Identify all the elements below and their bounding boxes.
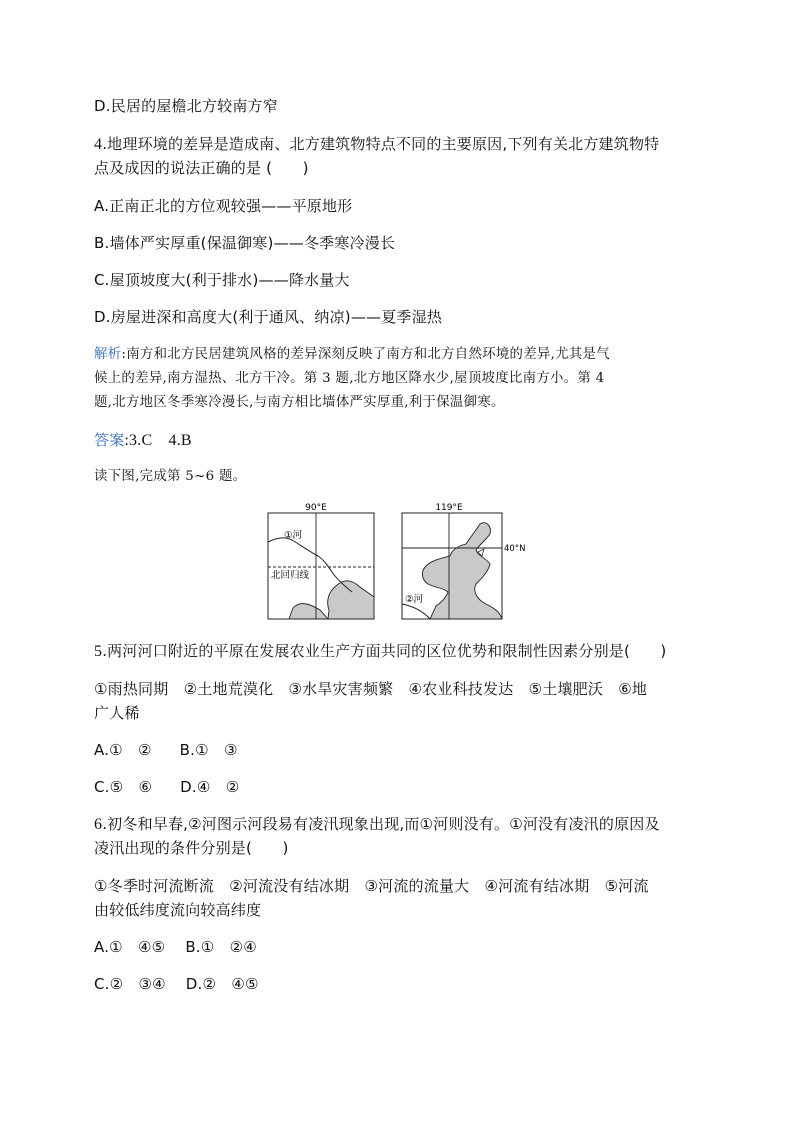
answer-text: :3.C 4.B <box>124 432 192 449</box>
solution-text1: 南方和北方民居建筑风格的差异深刻反映了南方和北方自然环境的差异,尤其是气 <box>126 347 610 362</box>
map-1 <box>268 503 374 619</box>
answer-line <box>94 430 192 451</box>
q6-option-c: C.② ③④ <box>94 975 166 993</box>
map1-river-label: ①河 <box>284 530 303 541</box>
q5-stem-text: .两河河口附近的平原在发展农业生产方面共同的区位优势和限制性因素分别是( ) <box>102 642 667 660</box>
q5-option-d: D.④ ② <box>180 778 240 796</box>
answer-label: 答案 <box>94 431 125 449</box>
q4-option-c: C.屋顶坡度大(利于排水)——降水量大 <box>94 271 350 289</box>
q5-number: 5 <box>94 643 103 660</box>
q6-options-ab <box>94 937 257 957</box>
q6-stem-text: .初冬和早春,②河图示河段易有凌汛现象出现,而①河则没有。①河没有凌汛的原因及 <box>102 815 660 833</box>
q6-option-b: B.① ②④ <box>185 938 257 956</box>
maps-svg <box>266 500 546 624</box>
q4-option-b: B.墙体严实厚重(保温御寒)——冬季寒冷漫长 <box>94 234 396 252</box>
q3-option-d: D.民居的屋檐北方较南方窄 <box>94 97 278 115</box>
q6-option-a: A.① ④⑤ <box>94 938 166 956</box>
figure-intro: 读下图,完成第 5~6 题。 <box>94 469 247 484</box>
solution-line3: 题,北方地区冬季寒冷漫长,与南方相比墙体严实厚重,利于保温御寒。 <box>94 395 505 410</box>
q4-stem <box>94 134 659 155</box>
q5-options-ab <box>94 740 238 760</box>
q6-number: 6 <box>94 816 103 833</box>
q6-stem <box>94 814 660 835</box>
q6-items-line1: ①冬季时河流断流 ②河流没有结冰期 ③河流的流量大 ④河流有结冰期 ⑤河流 <box>94 877 649 895</box>
q6-items-line2: 由较低纬度流向较高纬度 <box>94 901 262 919</box>
map2-parallel-label: 40°N <box>504 544 526 554</box>
solution-line2: 候上的差异,南方湿热、北方干冷。第 3 题,北方地区降水少,屋顶坡度比南方小。第 4 <box>94 371 605 386</box>
map1-meridian-label: 90°E <box>305 503 327 513</box>
figure-maps <box>266 500 546 628</box>
q5-items-line2: 广人稀 <box>94 704 140 722</box>
q5-option-c: C.⑤ ⑥ <box>94 778 153 796</box>
q5-stem <box>94 641 666 662</box>
q5-option-b: B.① ③ <box>179 741 238 759</box>
map2-river-label: ②河 <box>405 594 424 605</box>
q4-option-a: A.正南正北的方位观较强——平原地形 <box>94 197 353 215</box>
q4-stem-line2: 点及成因的说法正确的是 ( ) <box>94 159 309 177</box>
q5-options-cd <box>94 777 239 797</box>
map1-tropic-label: 北回归线 <box>271 570 310 581</box>
solution-sep: : <box>121 347 127 362</box>
q4-stem-line1: .地理环境的差异是造成南、北方建筑物特点不同的主要原因,下列有关北方建筑物特 <box>102 135 660 153</box>
q4-number: 4 <box>94 136 103 153</box>
map2-meridian-label: 119°E <box>435 503 463 513</box>
solution-label: 解析 <box>94 347 122 362</box>
q4-option-d: D.房屋进深和高度大(利于通风、纳凉)——夏季湿热 <box>94 308 443 326</box>
q6-options-cd <box>94 974 259 994</box>
map-2 <box>402 503 525 619</box>
solution-line1 <box>94 345 714 365</box>
q5-items-line1: ①雨热同期 ②土地荒漠化 ③水旱灾害频繁 ④农业科技发达 ⑤土壤肥沃 ⑥地 <box>94 680 648 698</box>
q6-option-d: D.② ④⑤ <box>185 975 259 993</box>
q6-stem-line2: 凌汛出现的条件分别是( ) <box>94 839 289 857</box>
q5-option-a: A.① ② <box>94 741 152 759</box>
